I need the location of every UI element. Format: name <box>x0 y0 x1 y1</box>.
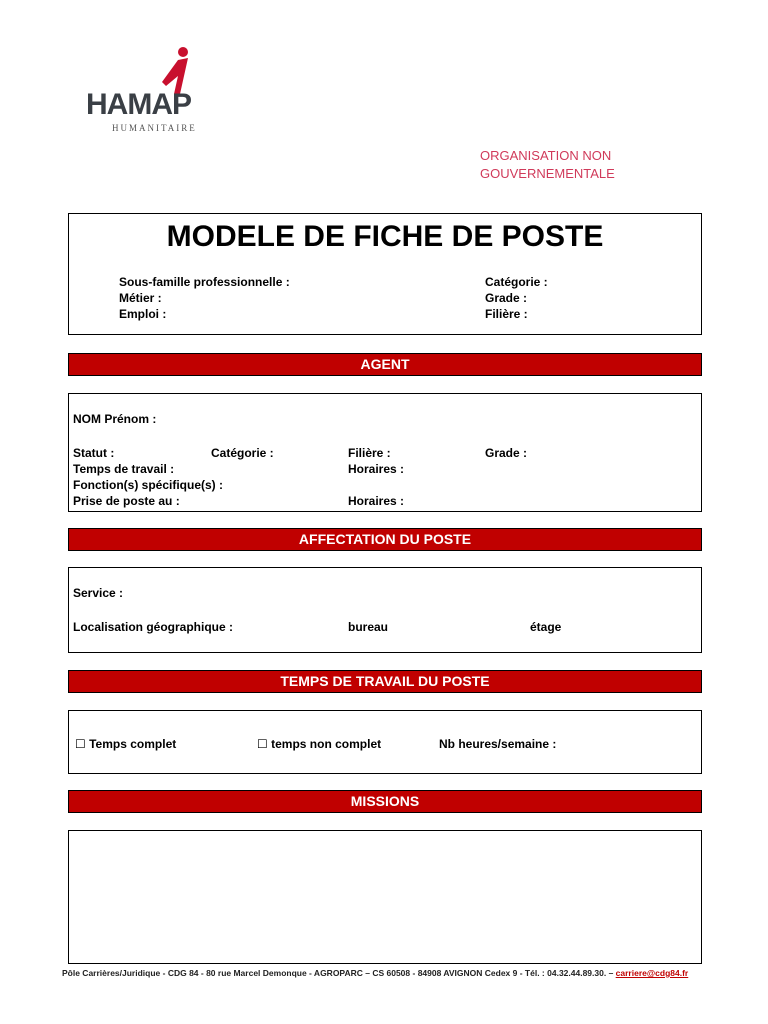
agent-categorie-label: Catégorie : <box>211 446 274 460</box>
prise-poste-label: Prise de poste au : <box>73 494 180 508</box>
localisation-label: Localisation géographique : <box>73 620 234 634</box>
temps-travail-box <box>68 710 702 774</box>
footer-address: Pôle Carrières/Juridique - CDG 84 - 80 rue Marcel Demonque - AGROPARC – CS 60508 - 84908 AVIGNON Cedex 9 - Tél. : 04.32.44.89.30. – <box>62 968 614 978</box>
nb-heures-label: Nb heures/semaine : <box>439 737 557 751</box>
agent-box <box>68 393 702 512</box>
temps-non-complet-option[interactable] <box>257 737 381 751</box>
page-title: MODELE DE FICHE DE POSTE <box>166 220 604 253</box>
temps-non-complet-label: temps non complet <box>271 737 382 751</box>
org-line-1: ORGANISATION NON <box>480 148 612 163</box>
organisation-type <box>480 147 680 183</box>
agent-grade-label: Grade : <box>485 446 528 460</box>
hamap-logo <box>86 46 216 136</box>
logo-name: HAMAP <box>86 88 191 121</box>
affectation-box <box>68 567 702 653</box>
agent-banner: AGENT <box>68 353 702 376</box>
emploi-label: Emploi : <box>119 307 167 321</box>
temps-travail-label: Temps de travail : <box>73 462 175 476</box>
checkbox-icon[interactable]: ☐ <box>75 737 86 751</box>
checkbox-icon[interactable]: ☐ <box>257 737 268 751</box>
temps-travail-banner: TEMPS DE TRAVAIL DU POSTE <box>68 670 702 693</box>
missions-banner: MISSIONS <box>68 790 702 813</box>
affectation-banner: AFFECTATION DU POSTE <box>68 528 702 551</box>
header-box <box>68 213 702 335</box>
logo-subtitle: HUMANITAIRE <box>112 123 197 133</box>
service-label: Service : <box>73 586 124 600</box>
footer <box>62 968 688 978</box>
metier-label: Métier : <box>119 291 162 305</box>
missions-box <box>68 830 702 964</box>
sous-famille-label: Sous-famille professionnelle : <box>119 275 290 289</box>
agent-filiere-label: Filière : <box>348 446 391 460</box>
etage-label: étage <box>530 620 562 634</box>
footer-email-link[interactable]: carriere@cdg84.fr <box>615 968 689 978</box>
filiere-label: Filière : <box>485 307 528 321</box>
temps-complet-option[interactable] <box>75 737 176 751</box>
nom-prenom-label: NOM Prénom : <box>73 412 157 426</box>
org-line-2: GOUVERNEMENTALE <box>480 166 615 181</box>
categorie-label: Catégorie : <box>485 275 548 289</box>
fonctions-label: Fonction(s) spécifique(s) : <box>73 478 223 492</box>
statut-label: Statut : <box>73 446 115 460</box>
grade-label: Grade : <box>485 291 528 305</box>
bureau-label: bureau <box>348 620 389 634</box>
horaires-label: Horaires : <box>348 462 405 476</box>
temps-complet-label: Temps complet <box>89 737 177 751</box>
horaires-label-2: Horaires : <box>348 494 405 508</box>
